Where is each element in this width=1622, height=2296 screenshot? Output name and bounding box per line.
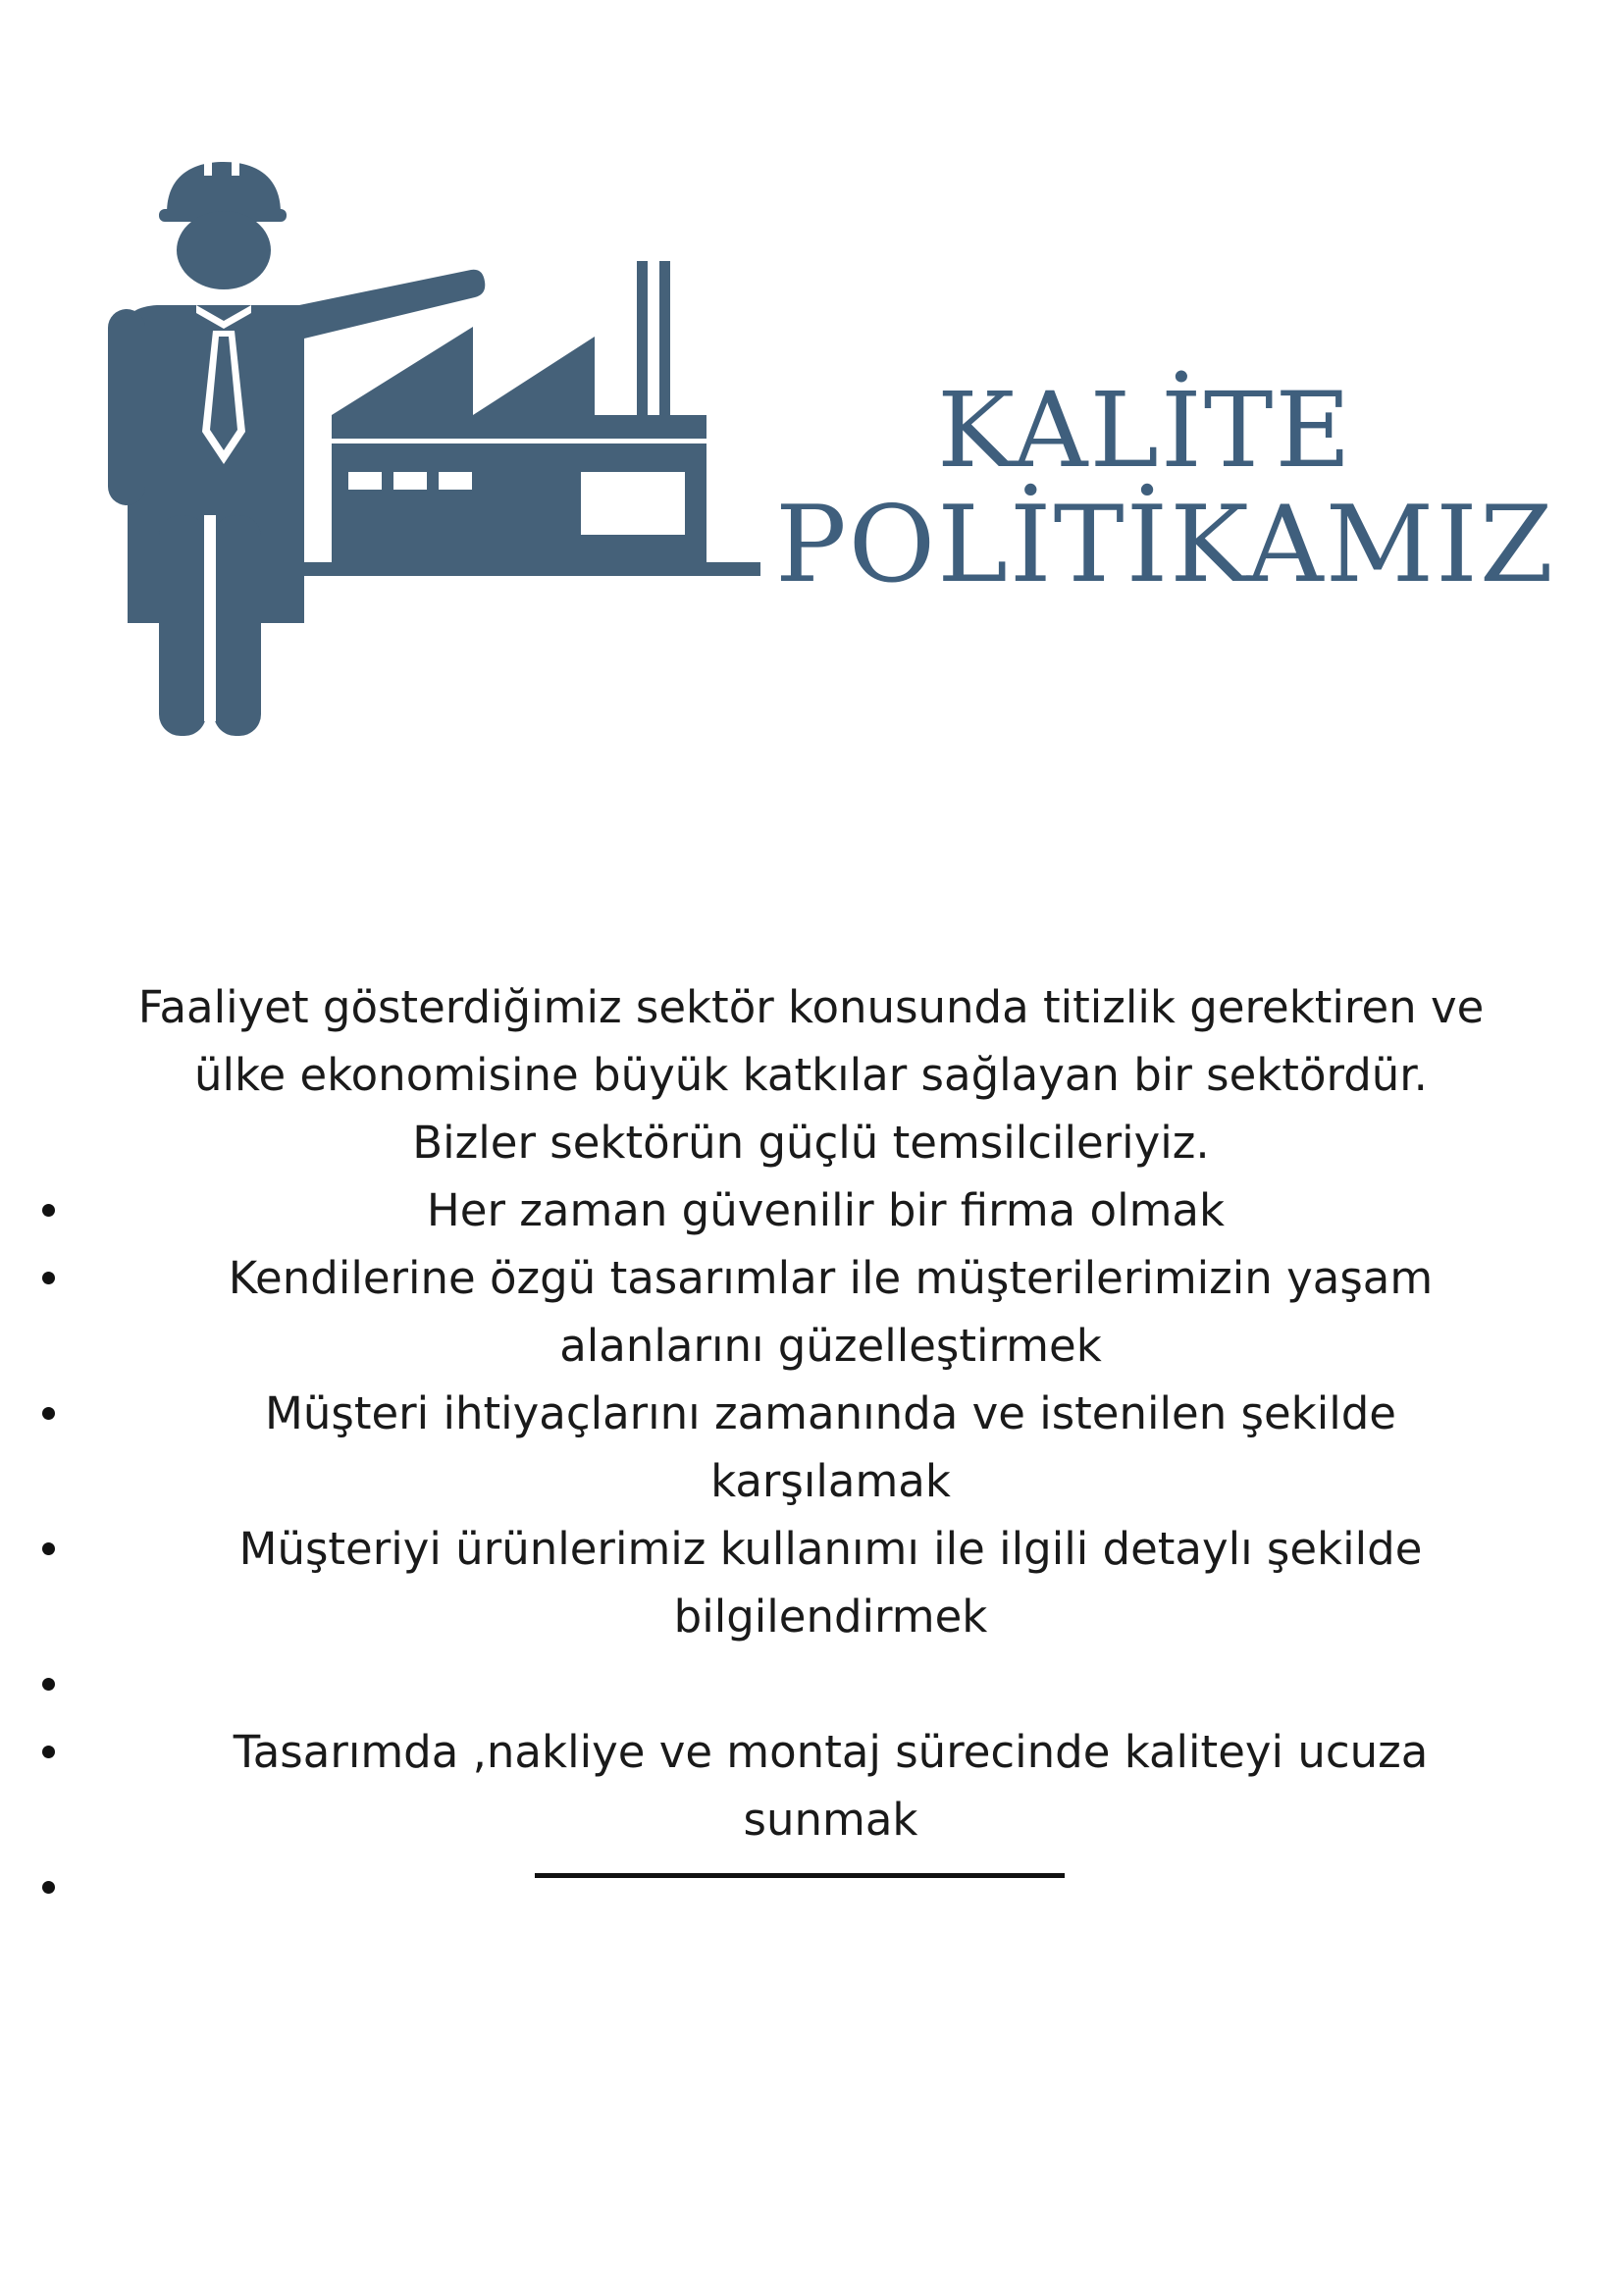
bullet-icon — [42, 1204, 55, 1217]
bullet-text: Müşteri ihtiyaçlarını zamanında ve istenilen şekilde karşılamak — [265, 1387, 1396, 1507]
bullet-item — [0, 1380, 1622, 1515]
intro-paragraph — [0, 973, 1622, 1176]
divider-line — [535, 1873, 1065, 1878]
intro-line: Bizler sektörün güçlü temsilcileriyiz. — [412, 1117, 1210, 1169]
bullet-item — [0, 1650, 1622, 1718]
bullet-text: Her zaman güvenilir bir firma olmak — [426, 1184, 1226, 1236]
bullet-text: Kendilerine özgü tasarımlar ile müşterilerimizin yaşam alanlarını güzelleştirmek — [228, 1252, 1434, 1372]
policy-bullet-list — [0, 1176, 1622, 1921]
bullet-item — [0, 1853, 1622, 1921]
bullet-icon — [42, 1678, 55, 1691]
bullet-icon — [42, 1542, 55, 1555]
policy-content — [0, 973, 1622, 1921]
bullet-text: Müşteriyi ürünlerimiz kullanımı ile ilgili detaylı şekilde bilgilendirmek — [238, 1523, 1423, 1643]
engineer-factory-illustration — [98, 152, 765, 741]
page-title — [775, 370, 1555, 607]
title-line-1: KALİTE — [937, 370, 1353, 492]
bullet-icon — [42, 1746, 55, 1758]
bullet-item — [0, 1176, 1622, 1244]
bullet-text: Tasarımda ,nakliye ve montaj sürecinde kaliteyi ucuza sunmak — [233, 1726, 1429, 1846]
bullet-icon — [42, 1881, 55, 1894]
bullet-item — [0, 1718, 1622, 1853]
bullet-icon — [42, 1272, 55, 1284]
bullet-icon — [42, 1407, 55, 1420]
intro-line: ülke ekonomisine büyük katkılar sağlayan bir sektördür. — [194, 1049, 1428, 1101]
bullet-item — [0, 1515, 1622, 1650]
bullet-item — [0, 1244, 1622, 1380]
title-line-2: POLİTİKAMIZ — [775, 484, 1555, 607]
intro-line: Faaliyet gösterdiğimiz sektör konusunda titizlik gerektiren ve — [137, 981, 1485, 1033]
